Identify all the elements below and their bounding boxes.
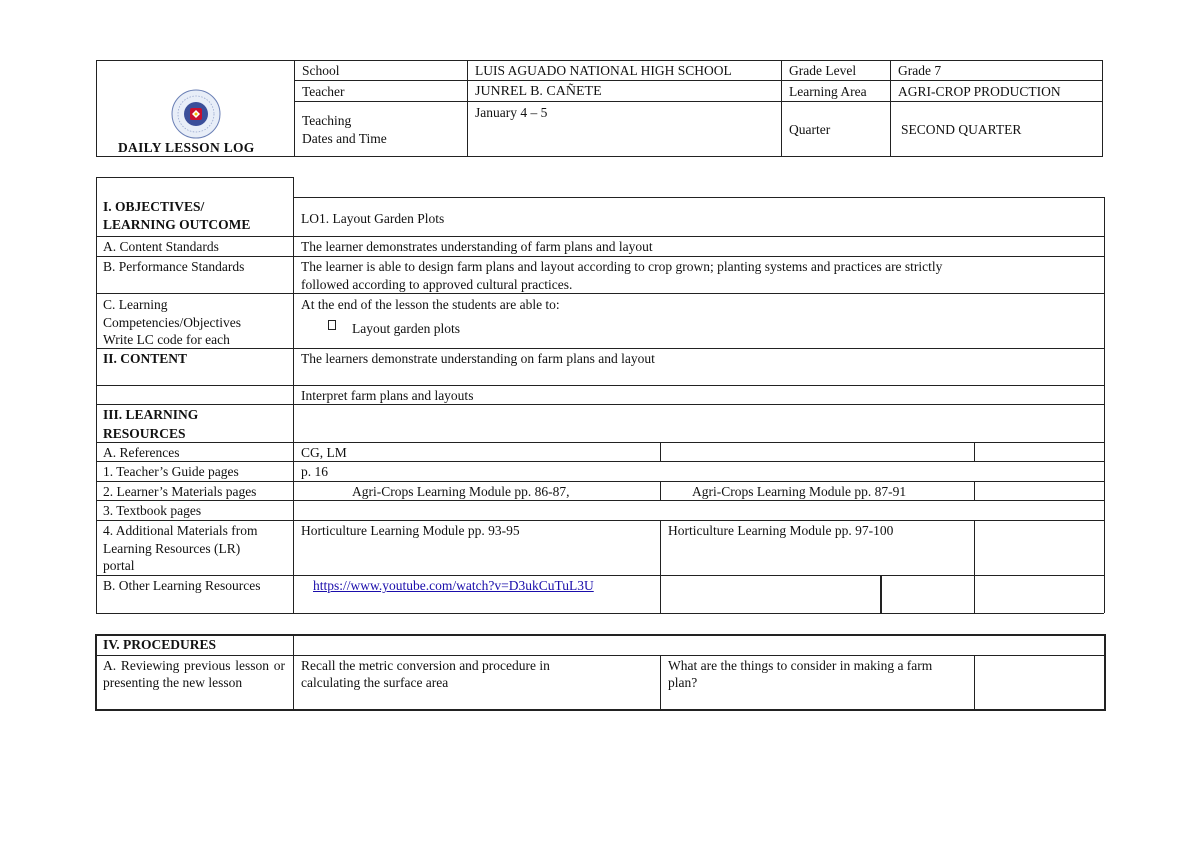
checkbox-icon <box>328 318 336 334</box>
additional-value-2: Horticulture Learning Module pp. 97-100 <box>668 523 894 538</box>
grade-level-label: Grade Level <box>789 63 857 78</box>
learners-materials-label: 2. Learner’s Materials pages <box>103 484 257 499</box>
other-resources-label: B. Other Learning Resources <box>103 578 261 593</box>
teaching-label-2: Dates and Time <box>302 131 387 146</box>
review-value-2: What are the things to consider in making a farm plan? <box>668 658 933 690</box>
school-value: LUIS AGUADO NATIONAL HIGH SCHOOL <box>475 63 732 78</box>
competencies-item: Layout garden plots <box>352 321 460 336</box>
resources-heading-2: RESOURCES <box>103 426 186 441</box>
performance-standards-value-2: followed according to approved cultural practices. <box>301 277 573 292</box>
grade-level-value: Grade 7 <box>898 63 942 78</box>
resources-heading-1: III. LEARNING <box>103 407 199 422</box>
learning-area-value: AGRI-CROP PRODUCTION <box>898 84 1061 99</box>
performance-standards-value-1: The learner is able to design farm plans and layout according to crop grown; planting systems and practices are strictly <box>301 259 943 274</box>
deped-seal-logo <box>170 88 222 140</box>
teachers-guide-label: 1. Teacher’s Guide pages <box>103 464 239 479</box>
additional-label-1: 4. Additional Materials from <box>103 523 258 538</box>
learning-area-label: Learning Area <box>789 84 867 99</box>
competencies-label-2: Competencies/Objectives <box>103 315 241 330</box>
content-standards-value: The learner demonstrates understanding of farm plans and layout <box>301 239 653 254</box>
content-value-1: The learners demonstrate understanding on farm plans and layout <box>301 351 655 366</box>
review-value-1: Recall the metric conversion and procedure in calculating the surface area <box>301 658 550 690</box>
teachers-guide-value: p. 16 <box>301 464 328 479</box>
content-heading: II. CONTENT <box>103 351 188 366</box>
content-value-2: Interpret farm plans and layouts <box>301 388 474 403</box>
objectives-heading-1: I. OBJECTIVES/ <box>103 199 205 214</box>
quarter-value: SECOND QUARTER <box>901 122 1022 137</box>
additional-label-2: Learning Resources (LR) <box>103 541 241 556</box>
competencies-label-1: C. Learning <box>103 297 168 312</box>
teaching-label-1: Teaching <box>302 113 352 128</box>
performance-standards-label: B. Performance Standards <box>103 259 245 274</box>
review-label: A. Reviewing previous lesson or presenting the new lesson <box>103 658 285 690</box>
learners-materials-value-1: Agri-Crops Learning Module pp. 86-87, <box>352 484 570 499</box>
learners-materials-value-2: Agri-Crops Learning Module pp. 87-91 <box>692 484 907 499</box>
references-label: A. References <box>103 445 180 460</box>
dates-value: January 4 – 5 <box>475 105 548 120</box>
quarter-label: Quarter <box>789 122 831 137</box>
competencies-intro: At the end of the lesson the students are able to: <box>301 297 560 312</box>
teacher-label: Teacher <box>302 84 345 99</box>
learning-outcome-value: LO1. Layout Garden Plots <box>301 211 445 226</box>
youtube-link[interactable]: https://www.youtube.com/watch?v=D3ukCuTuL3U <box>313 578 594 593</box>
additional-label-3: portal <box>103 558 135 573</box>
content-standards-label: A. Content Standards <box>103 239 219 254</box>
references-value: CG, LM <box>301 445 347 460</box>
school-label: School <box>302 63 340 78</box>
page-title: DAILY LESSON LOG <box>118 140 255 155</box>
competencies-label-3: Write LC code for each <box>103 332 230 347</box>
textbook-label: 3. Textbook pages <box>103 503 202 518</box>
procedures-heading: IV. PROCEDURES <box>103 637 217 652</box>
teacher-value: JUNREL B. CAÑETE <box>475 84 602 99</box>
additional-value-1: Horticulture Learning Module pp. 93-95 <box>301 523 520 538</box>
objectives-heading-2: LEARNING OUTCOME <box>103 217 251 232</box>
